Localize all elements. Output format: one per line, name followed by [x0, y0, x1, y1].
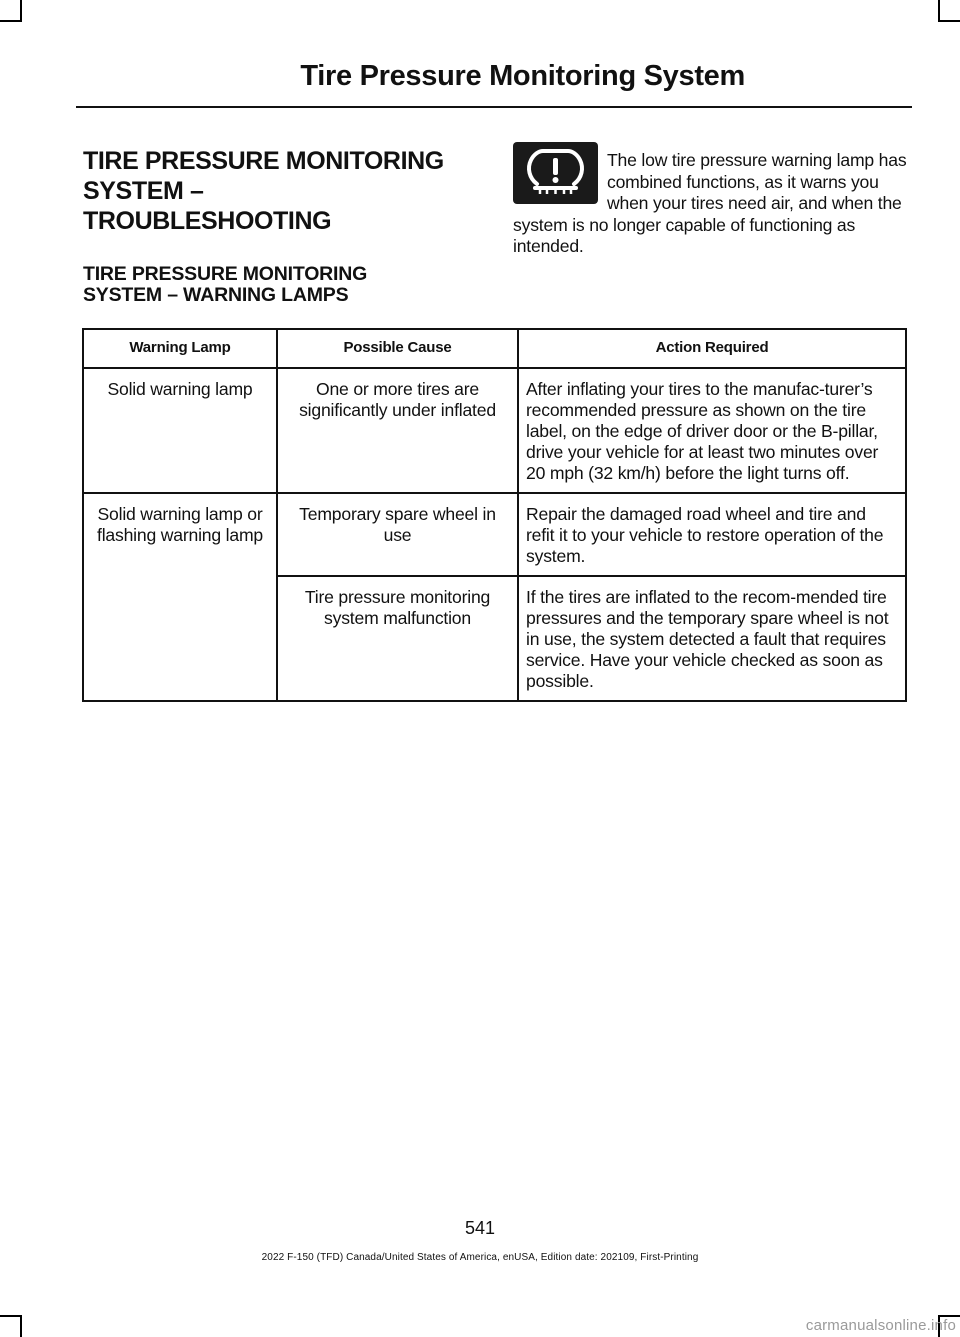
- table-row: [83, 493, 906, 576]
- column-header-warning-lamp: Warning Lamp: [83, 329, 277, 368]
- column-header-possible-cause: Possible Cause: [277, 329, 518, 368]
- crop-mark: [0, 20, 22, 22]
- page-header-title: Tire Pressure Monitoring System: [300, 60, 745, 92]
- warning-lamp-cell: Solid warning lamp or flashing warning lamp: [83, 493, 277, 701]
- warning-lamps-table: [82, 328, 907, 702]
- watermark: carmanualsonline.info: [805, 1317, 956, 1334]
- subsection-heading-line: SYSTEM – WARNING LAMPS: [83, 284, 349, 306]
- subsection-heading-line: TIRE PRESSURE MONITORING: [83, 263, 368, 285]
- action-required-cell: Repair the damaged road wheel and tire and refit it to your vehicle to restore operation of the system.: [518, 493, 906, 576]
- possible-cause-cell: One or more tires are significantly under inflated: [277, 368, 518, 493]
- section-title: [83, 146, 493, 236]
- table-header-row: [83, 329, 906, 368]
- edition-footer: 2022 F-150 (TFD) Canada/United States of America, enUSA, Edition date: 202109, First-Printing: [261, 1252, 699, 1263]
- subsection-heading: [83, 264, 503, 306]
- section-title-line: TROUBLESHOOTING: [83, 207, 332, 235]
- section-title-line: TIRE PRESSURE MONITORING: [83, 147, 444, 175]
- icon-spacer: [513, 150, 607, 214]
- action-required-cell: After inflating your tires to the manufac-turer’s recommended pressure as shown on the tire label, on the edge of driver door or the B-pillar, drive your vehicle for at least two minutes over 20 mph (32 km/h) before the light turns off.: [518, 368, 906, 493]
- crop-mark: [938, 20, 960, 22]
- crop-mark: [20, 1315, 22, 1337]
- crop-mark: [20, 0, 22, 22]
- crop-mark: [938, 0, 940, 22]
- table-row: [83, 368, 906, 493]
- possible-cause-cell: Tire pressure monitoring system malfunction: [277, 576, 518, 701]
- intro-paragraph: [513, 150, 907, 258]
- intro-text: The low tire pressure warning lamp has combined functions, as it warns you when your tires need air, and when the system is no longer capable of functioning as intended.: [513, 150, 907, 257]
- header-divider: [76, 106, 912, 108]
- column-header-action-required: Action Required: [518, 329, 906, 368]
- page-number: 541: [464, 1218, 496, 1238]
- section-title-line: SYSTEM –: [83, 177, 204, 205]
- action-required-cell: If the tires are inflated to the recom-mended tire pressures and the temporary spare wheel is not in use, the system detected a fault that requires service. Have your vehicle checked as soon as possible.: [518, 576, 906, 701]
- crop-mark: [0, 1315, 22, 1317]
- warning-lamp-cell: Solid warning lamp: [83, 368, 277, 493]
- possible-cause-cell: Temporary spare wheel in use: [277, 493, 518, 576]
